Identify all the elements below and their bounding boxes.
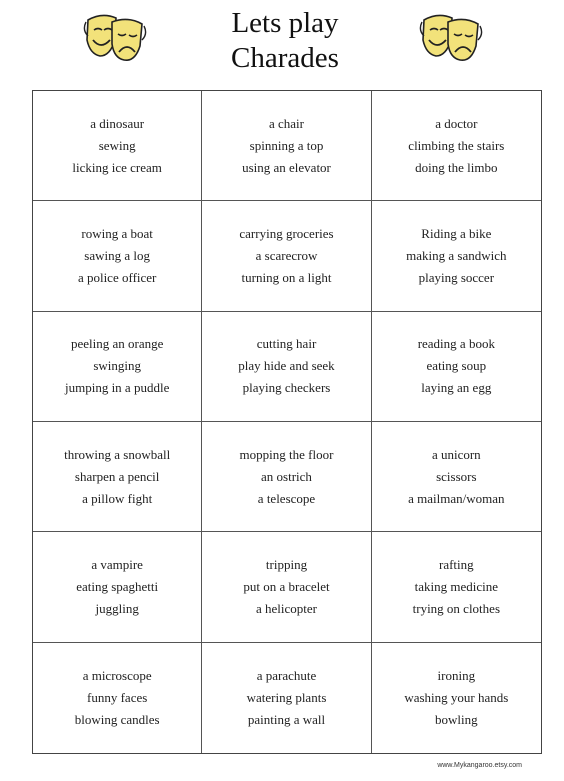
- charade-word: climbing the stairs: [408, 137, 505, 153]
- charade-word: peeling an orange: [70, 336, 164, 352]
- charade-word: sawing a log: [84, 247, 151, 263]
- charade-word: throwing a snowball: [64, 446, 171, 462]
- page-title: [180, 6, 390, 76]
- charade-word: Riding a bike: [421, 225, 492, 241]
- charade-word: a scarecrow: [255, 247, 318, 263]
- charades-card: [33, 91, 202, 201]
- charade-word: a chair: [268, 115, 304, 131]
- title-line-2: Charades: [231, 42, 339, 74]
- charade-word: bowling: [435, 711, 478, 727]
- charade-word: put on a bracelet: [243, 578, 330, 594]
- charade-word: ironing: [437, 667, 476, 683]
- charades-card: [33, 422, 202, 532]
- charade-word: a vampire: [91, 556, 143, 572]
- charades-card: [33, 201, 202, 311]
- charade-word: a police officer: [77, 269, 157, 285]
- charade-word: rafting: [438, 556, 474, 572]
- charade-word: a unicorn: [431, 446, 481, 462]
- charades-card: [372, 643, 541, 753]
- charade-word: a mailman/woman: [408, 490, 505, 506]
- charade-word: tripping: [265, 556, 308, 572]
- charade-word: sharpen a pencil: [74, 468, 160, 484]
- charade-word: laying an egg: [421, 380, 492, 396]
- charades-grid: [32, 90, 542, 754]
- charades-card: [202, 312, 371, 422]
- charade-word: carrying groceries: [239, 225, 334, 241]
- page-header: [0, 0, 564, 90]
- charade-word: turning on a light: [241, 269, 332, 285]
- charade-word: eating soup: [426, 358, 487, 374]
- charade-word: mopping the floor: [239, 446, 334, 462]
- charade-word: spinning a top: [249, 137, 324, 153]
- charade-word: washing your hands: [404, 689, 509, 705]
- charade-word: reading a book: [417, 336, 495, 352]
- charade-word: swinging: [93, 358, 141, 374]
- charade-word: rowing a boat: [81, 225, 153, 241]
- theater-masks-icon: [82, 10, 148, 66]
- charade-word: trying on clothes: [412, 600, 501, 616]
- footer-url: www.Mykangaroo.etsy.com: [437, 762, 522, 769]
- charades-card: [372, 91, 541, 201]
- charades-card: [202, 91, 371, 201]
- charades-card: [372, 422, 541, 532]
- charade-word: a doctor: [435, 115, 478, 131]
- charade-word: a parachute: [256, 667, 317, 683]
- charades-card: [33, 312, 202, 422]
- charades-card: [33, 643, 202, 753]
- charade-word: taking medicine: [414, 578, 499, 594]
- charade-word: watering plants: [246, 689, 327, 705]
- charade-word: a pillow fight: [82, 490, 153, 506]
- charade-word: painting a wall: [247, 711, 326, 727]
- charade-word: using an elevator: [242, 159, 331, 175]
- charade-word: eating spaghetti: [76, 578, 159, 594]
- charade-word: scissors: [436, 468, 477, 484]
- charade-word: cutting hair: [256, 336, 317, 352]
- charade-word: making a sandwich: [406, 247, 507, 263]
- charade-word: playing checkers: [242, 380, 331, 396]
- charade-word: licking ice cream: [72, 159, 162, 175]
- charades-card: [202, 422, 371, 532]
- charade-word: a telescope: [257, 490, 316, 506]
- charade-word: juggling: [95, 600, 139, 616]
- charade-word: blowing candles: [74, 711, 160, 727]
- charade-word: an ostrich: [261, 468, 312, 484]
- charades-card: [372, 532, 541, 642]
- charade-word: a microscope: [82, 667, 152, 683]
- charade-word: a helicopter: [255, 600, 317, 616]
- charades-card: [202, 532, 371, 642]
- charade-word: a dinosaur: [90, 115, 145, 131]
- charade-word: doing the limbo: [415, 159, 498, 175]
- charade-word: sewing: [98, 137, 136, 153]
- charades-card: [372, 201, 541, 311]
- charade-word: funny faces: [87, 689, 148, 705]
- charades-card: [33, 532, 202, 642]
- charades-card: [202, 201, 371, 311]
- charade-word: playing soccer: [418, 269, 495, 285]
- charade-word: play hide and seek: [238, 358, 335, 374]
- title-line-1: Lets play: [231, 7, 339, 39]
- charades-card: [202, 643, 371, 753]
- charades-card: [372, 312, 541, 422]
- charade-word: jumping in a puddle: [64, 380, 170, 396]
- theater-masks-icon: [418, 10, 484, 66]
